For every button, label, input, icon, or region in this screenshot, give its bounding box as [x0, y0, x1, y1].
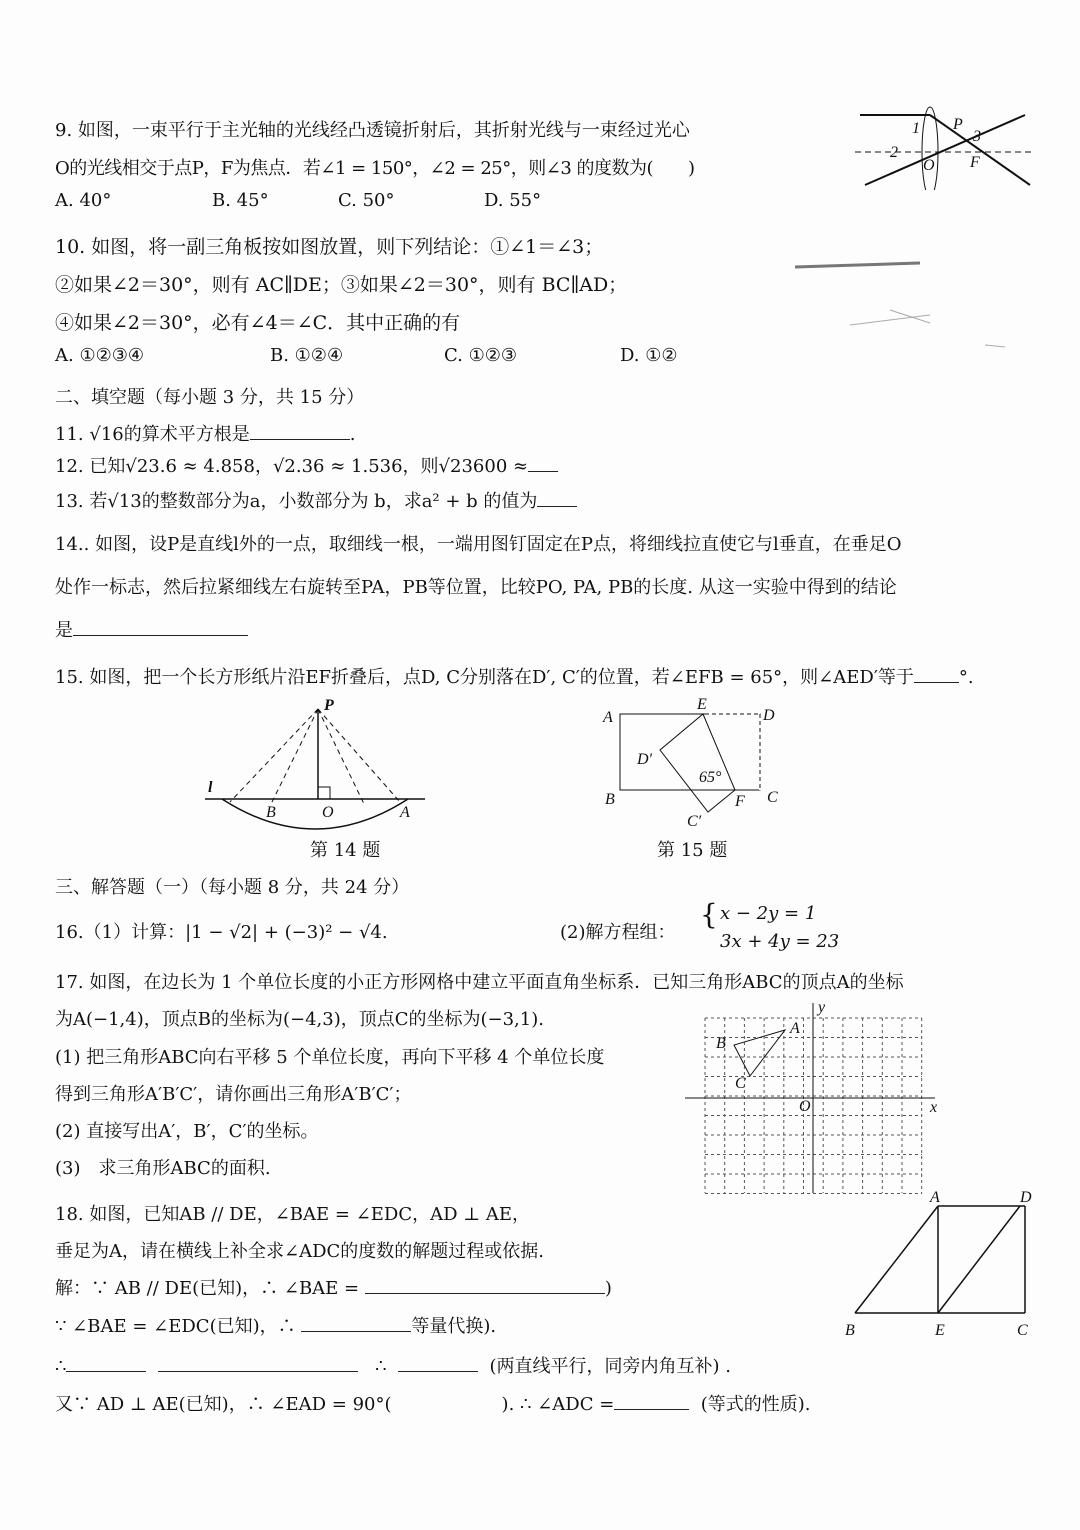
svg-text:F: F [970, 154, 980, 171]
q17-line3: (1) 把三角形ABC向右平移 5 个单位长度，再向下平移 4 个单位长度 [55, 1047, 605, 1068]
svg-text:D: D [763, 707, 775, 724]
q13: 13. 若√13的整数部分为a，小数部分为 b，求a² + b 的值为 [55, 487, 577, 513]
q17-line4: 得到三角形A′B′C′，请你画出三角形A′B′C′； [55, 1084, 412, 1105]
q17-coordinate-grid [680, 998, 945, 1198]
svg-text:A: A [603, 709, 613, 726]
q9-line1: 9. 如图，一束平行于主光轴的光线经凸透镜折射后，其折射光线与一束经过光心 [55, 120, 690, 141]
q18-figure [840, 1180, 1050, 1342]
svg-text:3: 3 [973, 128, 981, 145]
q9-option-b: B. 45° [212, 190, 269, 211]
svg-text:C′: C′ [687, 813, 702, 830]
brace: { [700, 898, 718, 931]
svg-text:C: C [767, 789, 778, 806]
q16-eq1: x − 2y = 1 [720, 903, 817, 924]
svg-text:65°: 65° [699, 769, 722, 786]
q18-line4: ∵ ∠BAE = ∠EDC(已知)，∴ 等量代换). [55, 1312, 496, 1338]
q9-option-c: C. 50° [338, 190, 395, 211]
svg-text:2: 2 [890, 144, 898, 161]
svg-text:D′: D′ [637, 751, 653, 768]
svg-text:B: B [845, 1322, 855, 1339]
q10-option-d: D. ①② [620, 345, 678, 366]
q17-line6: (3) 求三角形ABC的面积. [55, 1158, 271, 1179]
svg-text:O: O [923, 157, 935, 174]
q15-figure [595, 692, 795, 832]
q10-line3: ④如果∠2＝30°，必有∠4＝∠C．其中正确的有 [55, 312, 461, 334]
svg-text:P: P [324, 697, 334, 714]
q17-line5: (2) 直接写出A′，B′，C′的坐标。 [55, 1121, 319, 1142]
svg-text:B: B [605, 791, 615, 808]
q17-line1: 17. 如图，在边长为 1 个单位长度的小正方形网格中建立平面直角坐标系．已知三角形ABC的顶点A的坐标 [55, 972, 904, 993]
svg-text:l: l [208, 779, 213, 796]
svg-text:A: A [790, 1020, 800, 1037]
q15-caption: 第 15 题 [657, 840, 728, 861]
svg-text:P: P [953, 116, 963, 133]
section2-heading: 二、填空题（每小题 3 分，共 15 分） [55, 387, 365, 408]
q18-line3: 解：∵ AB // DE(已知)，∴ ∠BAE = ) [55, 1274, 612, 1300]
q14-figure [200, 694, 430, 834]
q16-part1: 16.（1）计算：|1 − √2| + (−3)² − √4. [55, 922, 388, 943]
q9-option-d: D. 55° [484, 190, 542, 211]
svg-text:E: E [935, 1322, 945, 1339]
q18-line1: 18. 如图，已知AB // DE，∠BAE = ∠EDC，AD ⊥ AE， [55, 1204, 531, 1225]
q10-line1: 10. 如图，将一副三角板按如图放置，则下列结论：①∠1＝∠3； [55, 236, 604, 258]
q10-line2: ②如果∠2＝30°，则有 AC∥DE；③如果∠2＝30°，则有 BC∥AD； [55, 274, 628, 296]
q15-line1: 15. 如图，把一个长方形纸片沿EF折叠后，点D, C分别落在D′, C′的位置，若∠EFB = 65°，则∠AED′等于 °. [55, 663, 974, 689]
q9-lens-figure [850, 95, 1040, 190]
q17-line2: 为A(−1,4)，顶点B的坐标为(−4,3)，顶点C的坐标为(−3,1). [55, 1009, 544, 1030]
svg-text:B: B [716, 1035, 726, 1052]
svg-text:A: A [400, 804, 410, 821]
q18-line2: 垂足为A，请在横线上补全求∠ADC的度数的解题过程或依据. [55, 1241, 545, 1262]
q16-part2: (2)解方程组： [560, 922, 676, 943]
svg-text:1: 1 [912, 120, 920, 137]
q10-option-c: C. ①②③ [444, 345, 517, 366]
q14-caption: 第 14 题 [310, 840, 381, 861]
q18-line5: ∴ ∴ (两直线平行，同旁内角互补) . [55, 1352, 731, 1378]
q10-option-b: B. ①②④ [270, 345, 344, 366]
svg-text:O: O [799, 1098, 811, 1115]
q10-triangle-figure [790, 255, 1010, 355]
svg-text:E: E [697, 696, 707, 713]
q16-eq2: 3x + 4y = 23 [720, 931, 840, 952]
svg-text:O: O [322, 804, 334, 821]
svg-text:D: D [1020, 1189, 1032, 1206]
svg-text:F: F [735, 793, 745, 810]
svg-text:A: A [930, 1189, 940, 1206]
q9-line2: O的光线相交于点P，F为焦点．若∠1 = 150°，∠2 = 25°，则∠3 的度数为( ) [55, 158, 695, 179]
svg-text:C: C [735, 1075, 746, 1092]
svg-text:B: B [266, 804, 276, 821]
q9-option-a: A. 40° [55, 190, 112, 211]
q11: 11. √16的算术平方根是 . [55, 420, 355, 446]
q18-line6: 又∵ AD ⊥ AE(已知)，∴ ∠EAD = 90°( ). ∴ ∠ADC = (等式的性质). [55, 1390, 811, 1416]
section3-heading: 三、解答题（一）（每小题 8 分，共 24 分） [55, 877, 410, 898]
q14-line1: 14.. 如图，设P是直线l外的一点，取细线一根，一端用图钉固定在P点，将细线拉直使它与l垂直，在垂足O [55, 534, 902, 555]
q14-line3: 是 [55, 616, 248, 642]
q10-option-a: A. ①②③④ [55, 345, 144, 366]
svg-text:y: y [818, 999, 826, 1016]
q12: 12. 已知√23.6 ≈ 4.858，√2.36 ≈ 1.536，则√23600 ≈ [55, 452, 558, 478]
svg-text:C: C [1017, 1322, 1028, 1339]
svg-text:x: x [930, 1099, 938, 1116]
q14-line2: 处作一标志，然后拉紧细线左右旋转至PA，PB等位置，比较PO, PA, PB的长度. 从这一实验中得到的结论 [55, 577, 897, 598]
